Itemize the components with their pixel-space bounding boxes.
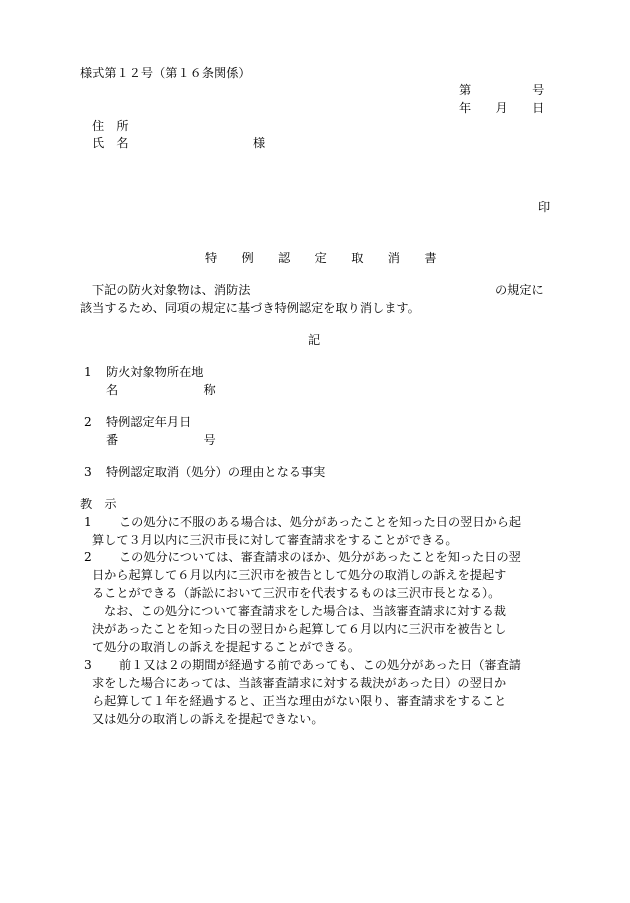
notice-heading: 教 示	[80, 497, 117, 511]
document-number-field: 第 号	[459, 83, 545, 97]
recipient-name-label: 氏 名	[92, 136, 129, 150]
notice-2b-line-2: 決があったことを知った日の翌日から起算して６月以内に三沢市を被告とし	[92, 622, 507, 636]
form-number: 様式第１２号（第１６条関係）	[80, 66, 251, 80]
notice-1-line-2: 算して３月以内に三沢市長に対して審査請求をすることができる。	[92, 533, 458, 547]
item-1-sub-label: 名 称	[106, 383, 216, 397]
notice-2-line-1: この処分については、審査請求のほか、処分があったことを知った日の翌	[119, 550, 521, 564]
notice-2-number: 2	[84, 550, 92, 564]
item-2-number: 2	[84, 415, 92, 429]
notice-1-number: 1	[84, 515, 92, 529]
notice-2-line-3: ることができる（訴訟において三沢市を代表するものは三沢市長となる）。	[92, 586, 501, 600]
item-3-label: 特例認定取消（処分）の理由となる事実	[106, 465, 326, 479]
item-1-number: 1	[84, 365, 92, 379]
honorific: 様	[253, 136, 266, 150]
notice-3-number: 3	[84, 658, 92, 672]
document-date-field: 年 月 日	[459, 101, 545, 115]
body-line-2: 該当するため、同項の規定に基づき特例認定を取り消します。	[80, 301, 420, 315]
item-2-sub-label: 番 号	[106, 433, 216, 447]
item-3-number: 3	[84, 465, 92, 479]
item-1-label: 防火対象物所在地	[106, 365, 204, 379]
document-title: 特 例 認 定 取 消 書	[205, 251, 437, 265]
body-line-1-end: の規定に	[495, 283, 544, 297]
item-2-label: 特例認定年月日	[106, 415, 192, 429]
notice-2-line-2: 日から起算して６月以内に三沢市を被告として処分の取消しの訴えを提起す	[92, 568, 507, 582]
notice-3-line-2: 求をした場合にあっては、当該審査請求に対する裁決があった日）の翌日か	[92, 676, 507, 690]
notice-2b-line-3: て処分の取消しの訴えを提起することができる。	[92, 640, 361, 654]
seal-mark: 印	[538, 200, 551, 214]
notice-3-line-1: 前１又は２の期間が経過する前であっても、この処分があった日（審査請	[119, 658, 521, 672]
recipient-address-label: 住 所	[92, 119, 129, 133]
notice-1-line-1: この処分に不服のある場合は、処分があったことを知った日の翌日から起	[119, 515, 522, 529]
body-line-1-start: 下記の防火対象物は、消防法	[92, 283, 251, 297]
notice-3-line-4: 又は処分の取消しの訴えを提起できない。	[92, 712, 324, 726]
notice-2b-line-1: なお、この処分について審査請求をした場合は、当該審査請求に対する裁	[104, 604, 506, 618]
notice-3-line-3: ら起算して１年を経過すると、正当な理由がない限り、審査請求をすること	[92, 694, 507, 708]
ki-heading: 記	[308, 333, 321, 347]
